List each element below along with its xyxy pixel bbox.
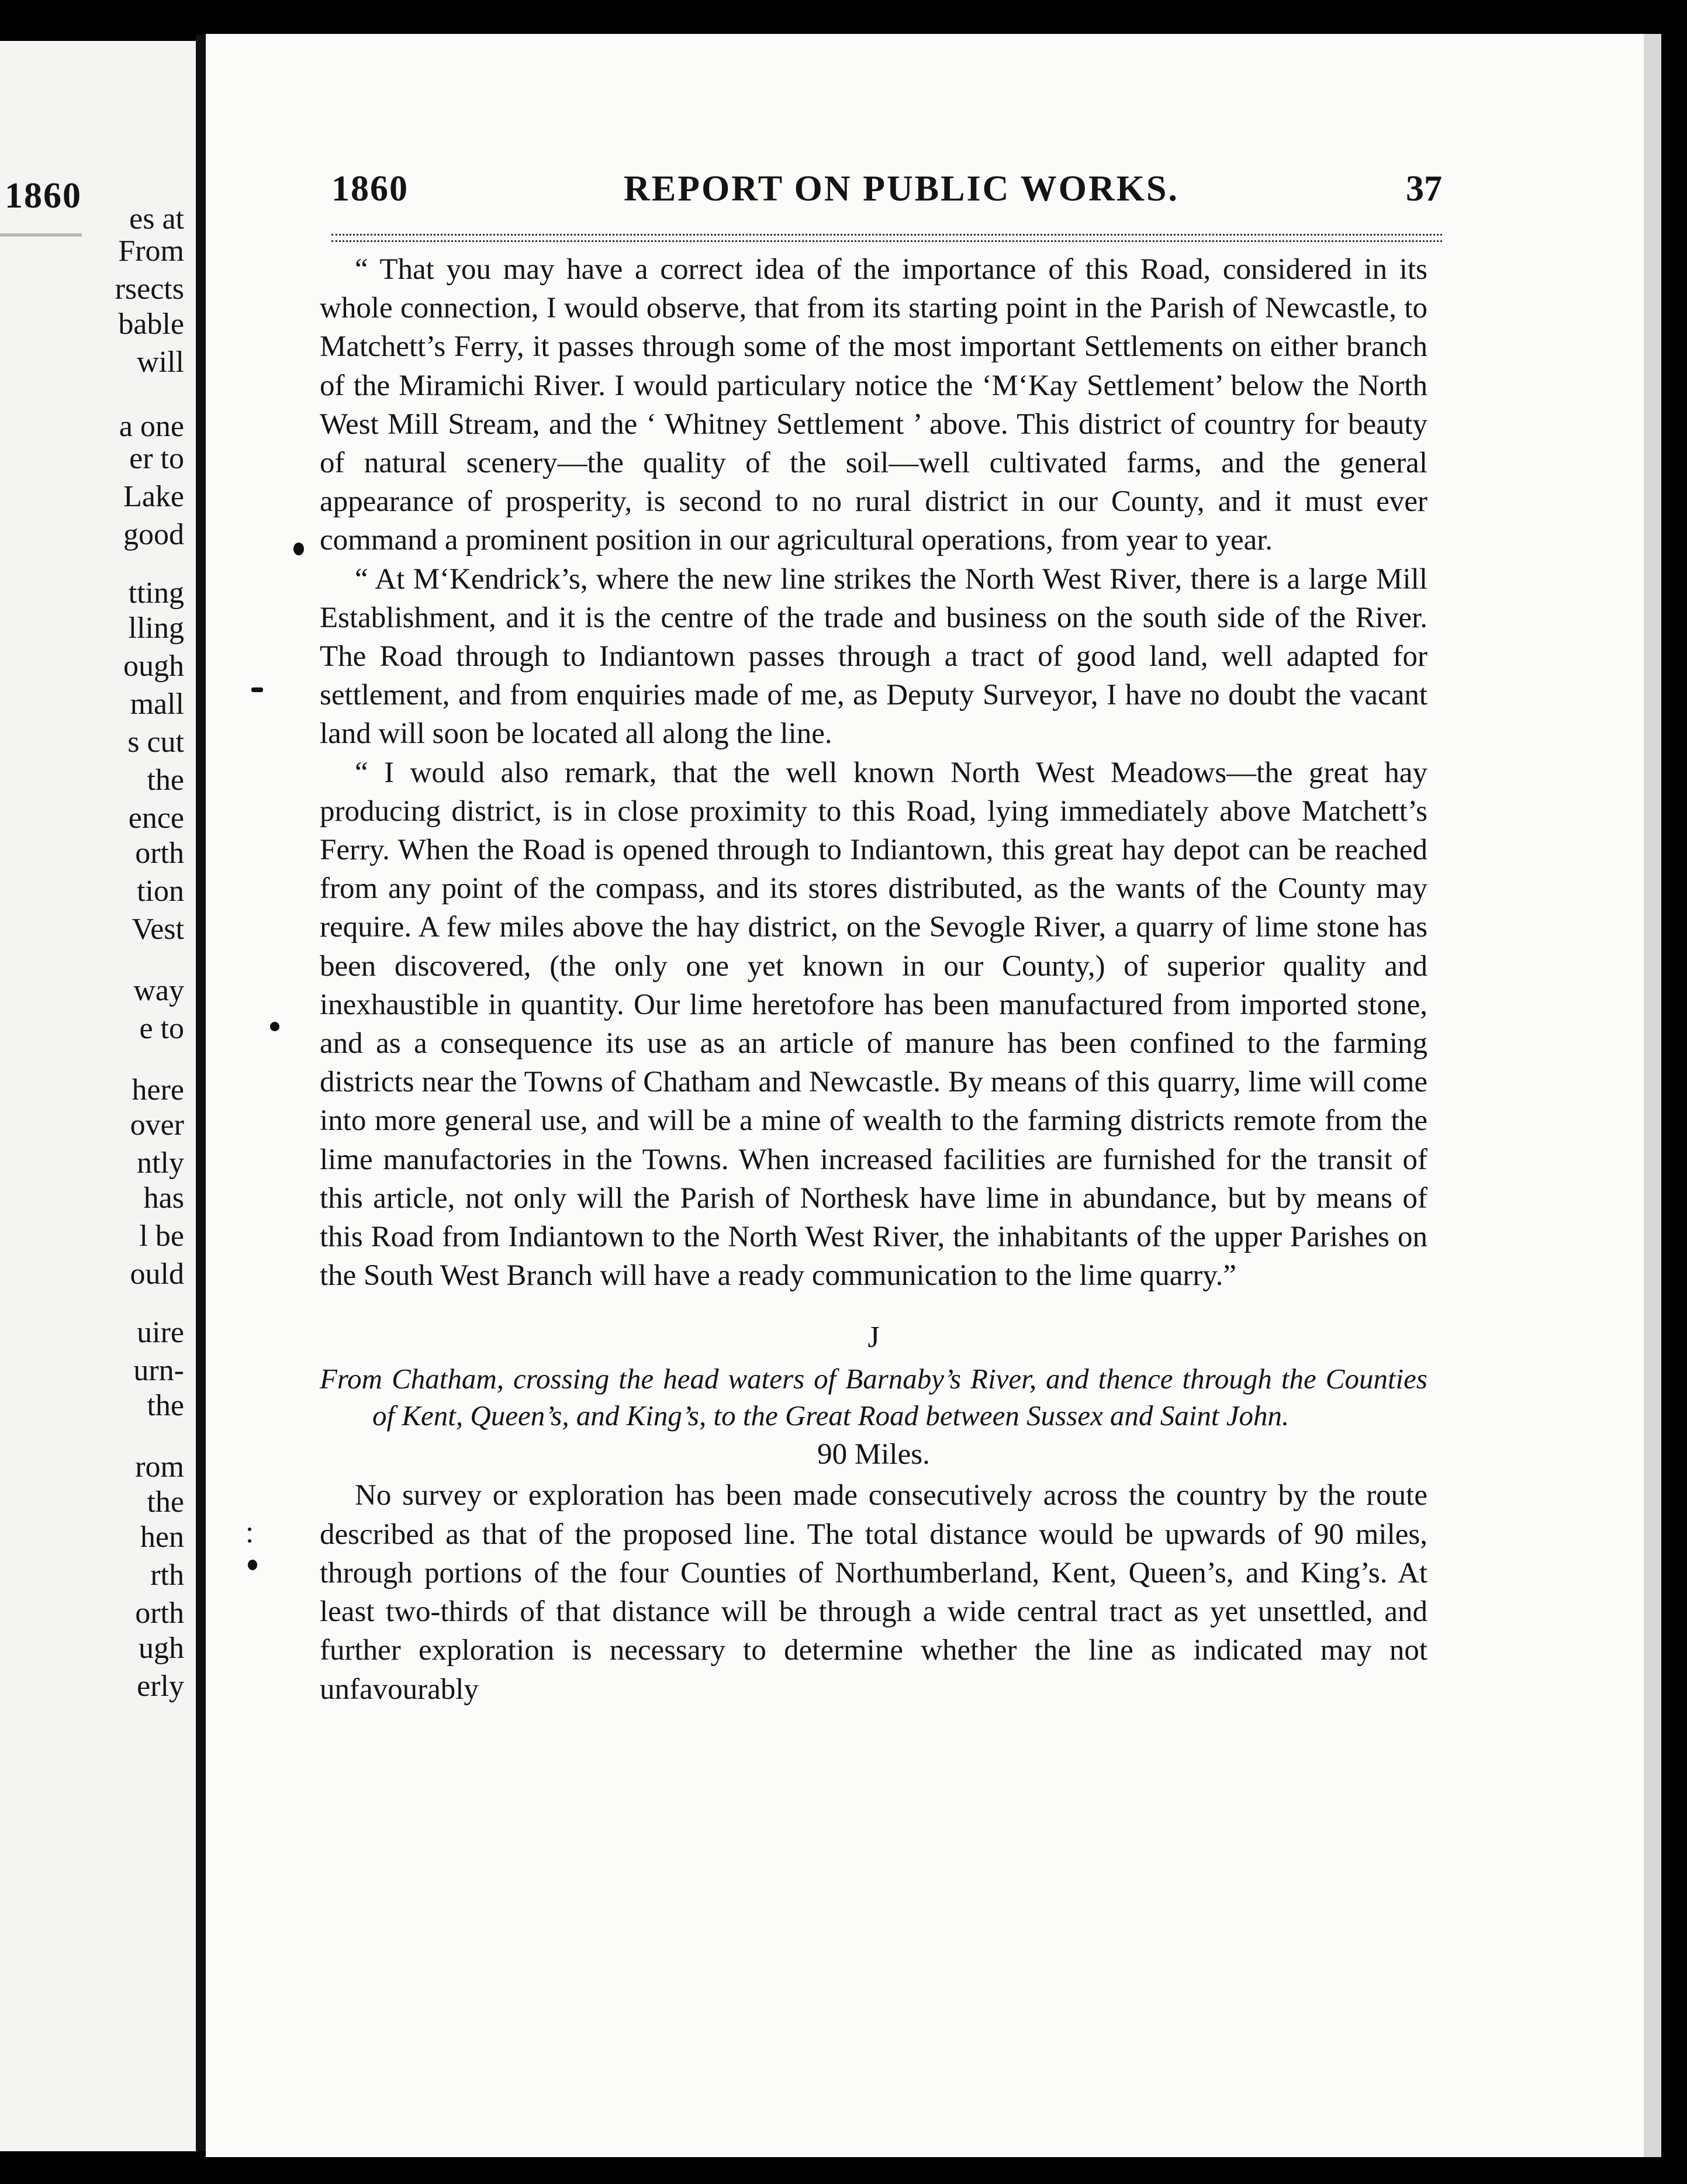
facing-page-line: way — [133, 974, 184, 1007]
route-distance: 90 Miles. — [817, 1438, 930, 1471]
header-title: REPORT ON PUBLIC WORKS. — [624, 169, 1179, 209]
facing-page-line: ould — [130, 1257, 184, 1291]
facing-page-line: here — [132, 1073, 184, 1107]
facing-page-line: Lake — [123, 480, 184, 513]
facing-page-line: ence — [128, 801, 184, 835]
facing-page-line: orth — [135, 837, 184, 870]
facing-page-line: Vest — [132, 913, 184, 946]
facing-page-line: a one — [119, 410, 184, 443]
section-paragraph: No survey or exploration has been made consecutively across the country by the route described as that of the proposed line. The total distance would be upwards of 90 miles, through portions of the four Counties of Northumberland, Kent, Queen’s, and King’s. At least two-thirds of that distance will be through a wide central tract as yet unsettled, and further exploration is necessary to determine whether the line as indicated may not unfavourably — [320, 1479, 1427, 1706]
facing-page-line: urn- — [133, 1354, 184, 1387]
facing-page-line: lling — [128, 611, 184, 645]
facing-page-line: the — [147, 1485, 184, 1519]
facing-page-line: the — [147, 1389, 184, 1422]
facing-page-line: uire — [137, 1316, 184, 1349]
quote-paragraph-3: “ I would also remark, that the well known North West Meadows—the great hay producing district, is in close proximity to this Road, lying immediately above Matchett’s Ferry. When the Road is opened through to Indiantown, this great hay depot can be reached from any point of the compass, and its stores distributed, as the wants of the County may require. A few miles above the hay district, on the Sevogle River, a quarry of lime stone has been discovered, (the only one yet known in our County,) of superior quality and inexhaustible in quantity. Our lime heretofore has been manufactured from imported stone, and as a consequence its use as an article of manure has been confined to the farming districts near the Towns of Chatham and Newcastle. By means of this quarry, lime will come into more general use, and will be a mine of wealth to the farming districts remote from the lime manufactories in the Towns. When increased facilities are furnished for the transit of this article, not only will the Parish of Northesk have lime in abundance, but by means of this Road from Indiantown to the North West River, the inhabitants of the upper Parishes on the South West Branch will have a ready communication to the lime quarry.” — [320, 756, 1427, 1293]
facing-page-line: l be — [139, 1219, 184, 1253]
facing-page-line: tting — [128, 576, 184, 610]
facing-page-line: has — [143, 1181, 184, 1215]
facing-page-line: es at — [129, 202, 184, 236]
running-header — [331, 168, 1442, 221]
facing-page-line: From — [118, 234, 184, 268]
facing-page-fragment — [0, 41, 199, 2151]
facing-page-line: hen — [140, 1520, 184, 1554]
facing-page-line: rsects — [115, 272, 184, 306]
route-description: From Chatham, crossing the head waters of Barnaby’s River, and thence through the Counties of Kent, Queen’s, and King’s, to the Great Road between Sussex and Saint John. — [320, 1363, 1427, 1432]
facing-page-rule — [0, 234, 82, 236]
facing-page-line: tion — [137, 875, 184, 908]
margin-mark — [248, 1539, 251, 1543]
page-body — [320, 250, 1427, 1709]
facing-page-line: ntly — [137, 1146, 184, 1180]
facing-page-line: e to — [139, 1012, 184, 1045]
margin-mark — [293, 542, 304, 555]
header-year: 1860 — [331, 169, 409, 209]
facing-page-line: rom — [135, 1450, 184, 1484]
facing-page-line: bable — [118, 307, 184, 341]
facing-page-line: erly — [137, 1670, 184, 1703]
quote-paragraph-1: “ That you may have a correct idea of the importance of this Road, considered in its whole connection, I would observe, that from its starting point in the Parish of Newcastle, to Matchett’s Ferry, it passes through some of the most important Settlements on either branch of the Miramichi River. I would particulary notice the ‘M‘Kay Settlement’ below the North West Mill Stream, and the ‘ Whitney Settlement ’ above. This district of country for beauty of natural scenery—the quality of the soil—well cultivated farms, and the general appearance of prosperity, is second to no rural district in our County, and it must ever command a prominent position in our agricultural operations, from year to year. — [320, 253, 1427, 557]
facing-page-line: mall — [130, 687, 184, 721]
page-edge — [1644, 34, 1661, 2157]
margin-mark — [248, 1560, 257, 1570]
facing-page-line: er to — [129, 442, 184, 475]
section-letter: J — [867, 1321, 880, 1354]
margin-mark — [270, 1022, 279, 1031]
facing-page-line: rth — [150, 1558, 184, 1592]
facing-page-line: ough — [123, 649, 184, 683]
header-rule — [331, 234, 1442, 242]
facing-page-line: good — [123, 518, 184, 551]
facing-page-year: 1860 — [5, 176, 82, 216]
document-page — [206, 34, 1661, 2157]
page-number: 37 — [1406, 169, 1442, 209]
facing-page-line: s cut — [127, 725, 184, 759]
facing-page-line: the — [147, 763, 184, 797]
facing-page-line: orth — [135, 1596, 184, 1630]
facing-page-line: over — [130, 1108, 184, 1142]
quote-paragraph-2: “ At M‘Kendrick’s, where the new line strikes the North West River, there is a large Mill Establishment, and it is the centre of the trade and business on the south side of the River. The Road through to Indiantown passes through a tract of good land, well adapted for settlement, and from enquiries made of me, as Deputy Surveyor, I have no doubt the vacant land will soon be located all along the line. — [320, 562, 1427, 751]
margin-mark — [251, 687, 263, 692]
facing-page-line: will — [137, 345, 184, 379]
facing-page-line: ugh — [139, 1632, 184, 1665]
margin-mark — [248, 1528, 251, 1531]
